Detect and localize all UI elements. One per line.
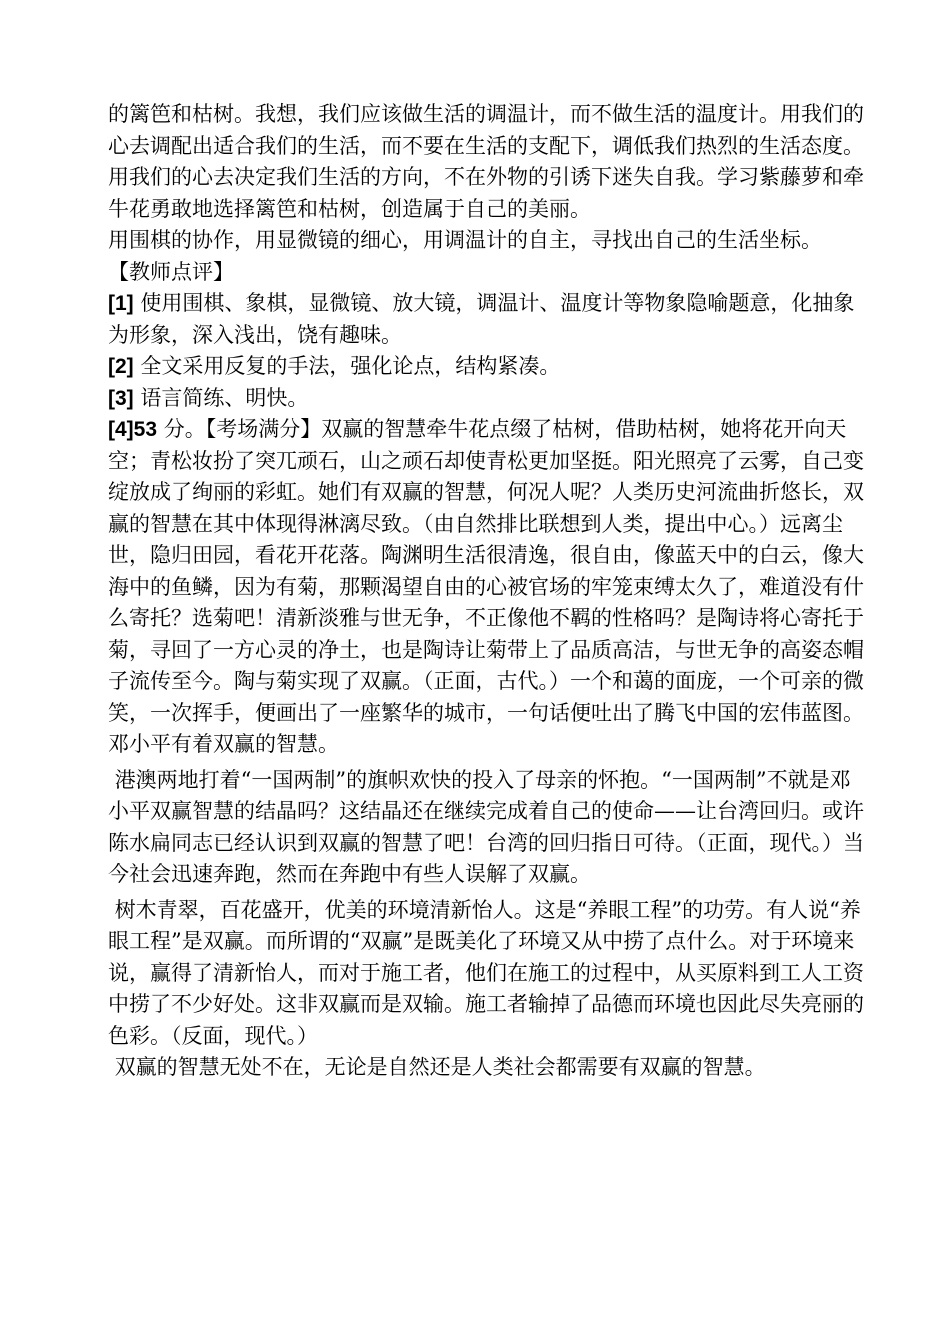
comment-number: [3] <box>108 386 134 410</box>
teacher-comment-heading: 【教师点评】 <box>108 259 234 284</box>
comment-number: [2] <box>108 355 134 378</box>
comment-text: 语言简练、明快。 <box>133 385 309 410</box>
comment-item-1 <box>108 288 868 351</box>
comment-item-3 <box>108 383 868 415</box>
document-page <box>108 99 868 1084</box>
comment-text: 使用围棋、象棋，显微镜、放大镜，调温计、温度计等物象隐喻题意，化抽象为形象，深入浅出，饶有趣味。 <box>108 291 855 347</box>
essay-paragraph-conclusion: 双赢的智慧无处不在，无论是自然还是人类社会都需要有双赢的智慧。 <box>108 1055 766 1079</box>
essay-paragraph-hk-macau: 港澳两地打着“一国两制”的旗帜欢快的投入了母亲的怀抱。“一国两制”不就是邓小平双赢智慧的结晶吗？这结晶还在继续完成着自己的使命——让台湾回归。或许陈水扁同志已经认识到双赢的智慧了吧！台湾的回归指日可待。（正面，现代。）当今社会迅速奔跑，然而在奔跑中有些人误解了双赢。 <box>108 767 864 886</box>
essay-number: [4]53 <box>108 418 158 441</box>
essay-paragraph-trees: 树木青翠，百花盛开，优美的环境清新怡人。这是“养眼工程”的功劳。有人说“养眼工程”是双赢。而所谓的“双赢”是既美化了环境又从中捞了点什么。对于环境来说，赢得了清新怡人，而对于施工者，他们在施工的过程中，从买原料到工人工资中捞了不少好处。这非双赢而是双输。施工者输掉了品德而环境也因此尽失亮丽的色彩。（反面，现代。） <box>108 897 864 1048</box>
comment-text: 全文采用反复的手法，强化论点，结构紧凑。 <box>133 354 561 378</box>
essay-intro-text: 分。【考场满分】双赢的智慧牵牛花点缀了枯树，借助枯树，她将花开向天空；青松妆扮了突兀顽石，山之顽石却使青松更加坚挺。阳光照亮了云雾，自己变绽放成了绚丽的彩虹。她们有双赢的智慧，何况人呢？人类历史河流曲折悠长，双赢的智慧在其中体现得淋漓尽致。（由自然排比联想到人类，提出中心。）远离尘世，隐归田园，看花开花落。陶渊明生活很清逸，很自由，像蓝天中的白云，像大海中的鱼鳞，因为有菊，那颗渴望自由的心被官场的牢笼束缚太久了，难道没有什么寄托？选菊吧！清新淡雅与世无争，不正像他不羁的性格吗？是陶诗将心寄托于菊，寻回了一方心灵的净土，也是陶诗让菊带上了品质高洁，与世无争的高姿态帽子流传至今。陶与菊实现了双赢。（正面，古代。）一个和蔼的面庞，一个可亲的微笑，一次挥手，便画出了一座繁华的城市，一句话便吐出了腾飞中国的宏伟蓝图。邓小平有着双赢的智慧。 <box>108 417 864 756</box>
paragraph-adjust-life: 的篱笆和枯树。我想，我们应该做生活的调温计，而不做生活的温度计。用我们的心去调配出适合我们的生活，而不要在生活的支配下，调低我们热烈的生活态度。用我们的心去决定我们生活的方向，不在外物的引诱下迷失自我。学习紫藤萝和牵牛花勇敢地选择篱笆和枯树，创造属于自己的美丽。 <box>108 102 864 221</box>
essay-intro <box>108 414 868 761</box>
comment-item-2 <box>108 351 868 383</box>
paragraph-life-coordinate: 用围棋的协作，用显微镜的细心，用调温计的自主，寻找出自己的生活坐标。 <box>108 228 822 252</box>
comment-number: [1] <box>108 292 134 315</box>
